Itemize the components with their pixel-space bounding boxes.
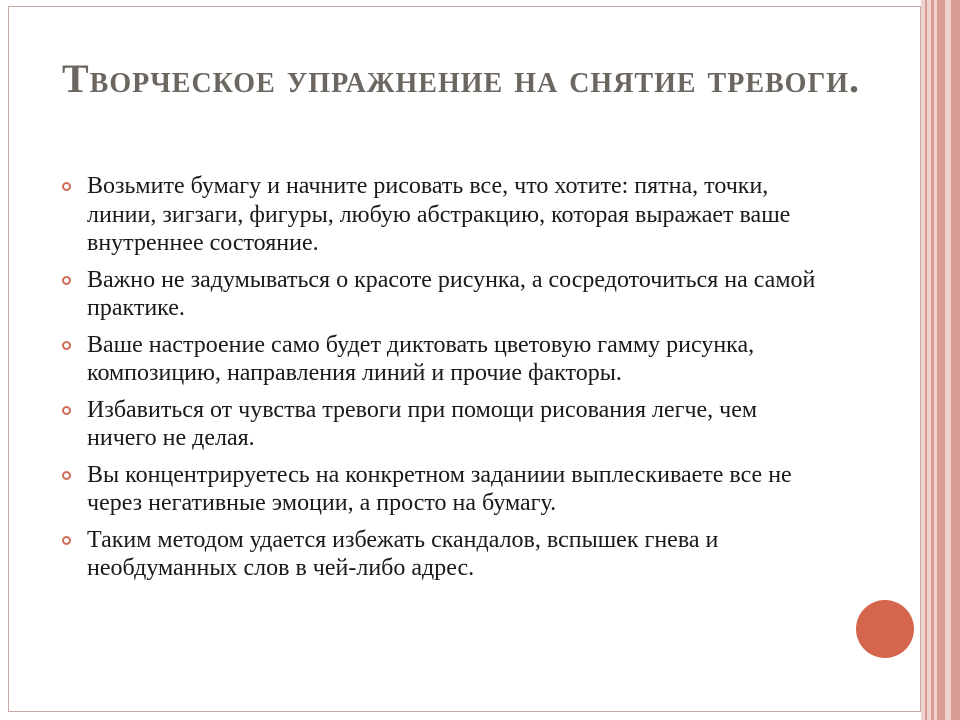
list-item bbox=[62, 526, 822, 583]
list-item bbox=[62, 331, 822, 388]
list-item bbox=[62, 172, 822, 258]
decorative-stripes bbox=[921, 0, 960, 720]
bullet-ring-icon bbox=[62, 406, 71, 415]
stripe bbox=[925, 0, 927, 720]
bullet-ring-icon bbox=[62, 182, 71, 191]
accent-circle bbox=[856, 600, 914, 658]
stripe bbox=[937, 0, 945, 720]
bullet-text: Таким методом удается избежать скандалов, вспышек гнева и необдуманных слов в чей-либо адрес. bbox=[87, 526, 719, 581]
bullet-list bbox=[62, 172, 822, 591]
slide-title: Творческое упражнение на снятие тревоги. bbox=[62, 56, 861, 101]
bullet-ring-icon bbox=[62, 536, 71, 545]
bullet-text: Возьмите бумагу и начните рисовать все, что хотите: пятна, точки, линии, зигзаги, фигуры, любую абстракцию, которая выражает ваше внутреннее состояние. bbox=[87, 173, 791, 256]
bullet-text: Важно не задумываться о красоте рисунка, а сосредоточиться на самой практике. bbox=[87, 266, 816, 321]
bullet-ring-icon bbox=[62, 276, 71, 285]
stripe bbox=[931, 0, 934, 720]
bullet-ring-icon bbox=[62, 341, 71, 350]
bullet-ring-icon bbox=[62, 471, 71, 480]
list-item bbox=[62, 396, 822, 453]
list-item bbox=[62, 266, 822, 323]
list-item bbox=[62, 461, 822, 518]
bullet-text: Ваше настроение само будет диктовать цветовую гамму рисунка, композицию, направления линий и прочие факторы. bbox=[87, 331, 755, 386]
bullet-text: Вы концентрируетесь на конкретном заданиии выплескиваете все не через негативные эмоции, а просто на бумагу. bbox=[87, 461, 792, 516]
stripe bbox=[951, 0, 960, 720]
bullet-text: Избавиться от чувства тревоги при помощи рисования легче, чем ничего не делая. bbox=[87, 396, 758, 451]
